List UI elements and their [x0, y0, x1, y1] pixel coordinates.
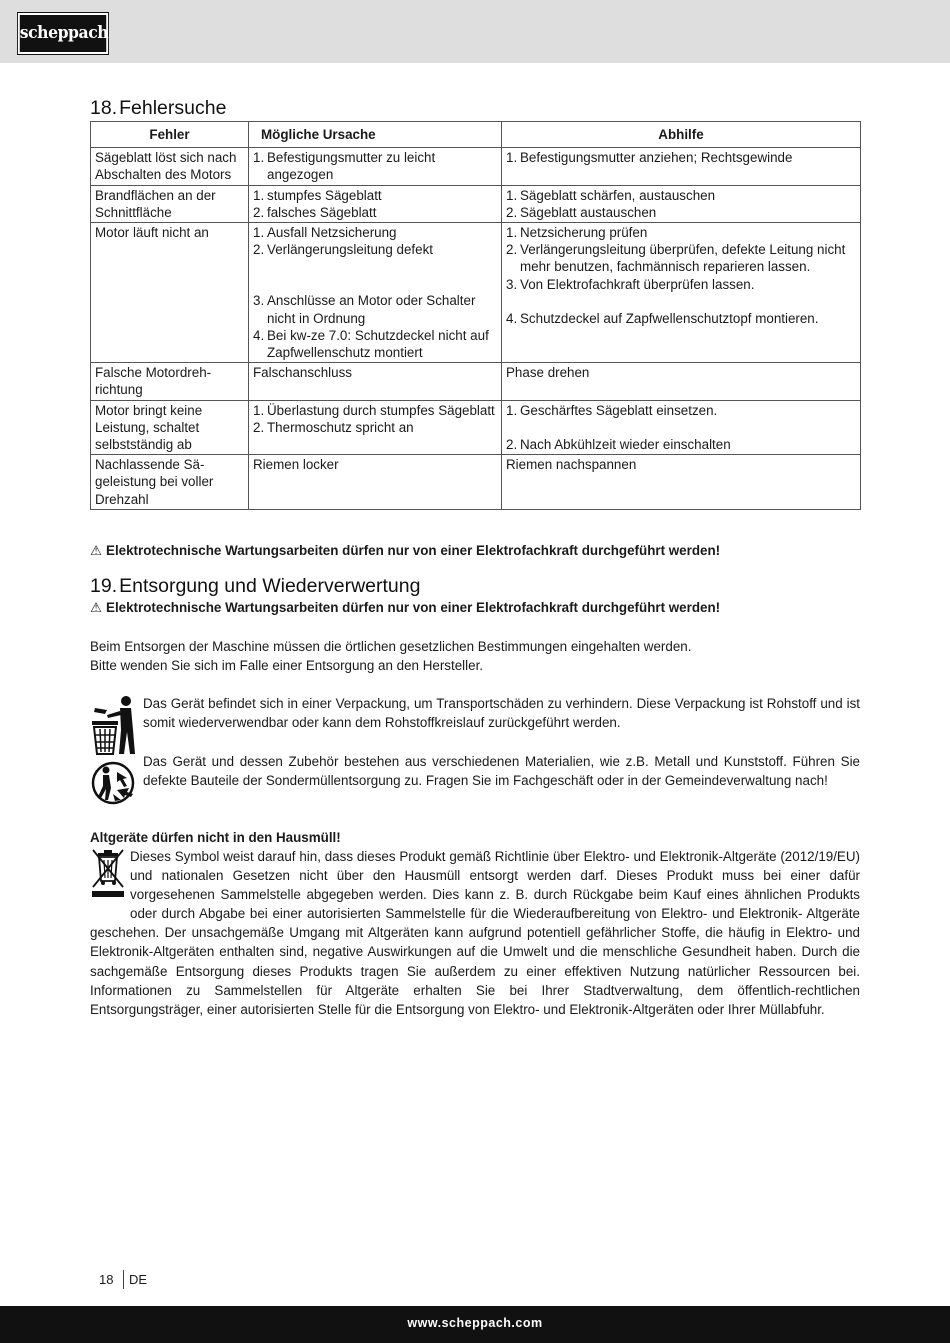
- crossed-bin-icon: [90, 847, 130, 919]
- item-number: 1.: [506, 187, 518, 203]
- item-number: 3.: [506, 276, 518, 292]
- page-number: 18: [99, 1272, 114, 1287]
- item-number: 2.: [506, 204, 518, 220]
- section-18-title: [90, 97, 226, 119]
- item-number: 4.: [506, 310, 518, 326]
- item-text: Nach Abkühlzeit wieder einschalten: [520, 436, 731, 452]
- remedy-cell: Phase drehen: [502, 363, 861, 400]
- item-number: 1.: [253, 225, 265, 241]
- item-text: Verlängerungsleitung defekt: [267, 242, 434, 258]
- warning-triangle-icon: ⚠: [90, 543, 103, 558]
- table-row: [91, 455, 861, 510]
- footer-divider: [123, 1270, 124, 1289]
- item-text: Ausfall Netzsicherung: [267, 225, 397, 241]
- item-number: 1.: [506, 150, 518, 166]
- section-number: 18.: [90, 97, 118, 119]
- item-text: Geschärftes Sägeblatt einsetzen.: [520, 402, 718, 418]
- disposal-intro: [90, 637, 860, 675]
- fault-cell: Falsche Motordrehrichtung: [91, 363, 249, 400]
- warning-text: Elektrotechnische Wartungsarbeiten dürfen nur von einer Elektrofachkraft durchgeführt werden!: [106, 543, 721, 558]
- item-number: 1.: [253, 402, 265, 418]
- website-link[interactable]: www.scheppach.com: [407, 1316, 543, 1330]
- table-row: [91, 185, 861, 222]
- warning-triangle-icon: ⚠: [90, 600, 103, 615]
- brand-logo: scheppach: [18, 13, 108, 54]
- weee-heading: Altgeräte dürfen nicht in den Hausmüll!: [90, 830, 341, 845]
- section-number: 19.: [90, 575, 118, 597]
- item-text: Schutzdeckel auf Zapfwellenschutztopf montieren.: [520, 310, 819, 326]
- cause-cell: [249, 400, 502, 455]
- item-number: 2.: [253, 419, 265, 435]
- section-title-text: Fehlersuche: [119, 97, 227, 119]
- warning-text: Elektrotechnische Wartungsarbeiten dürfen nur von einer Elektrofachkraft durchgeführt werden!: [106, 600, 721, 615]
- item-number: 2.: [253, 242, 265, 258]
- language-code: DE: [129, 1272, 148, 1287]
- section-title-text: Entsorgung und Wiederverwertung: [119, 575, 421, 597]
- item-number: 1.: [506, 402, 518, 418]
- cause-cell: Falschanschluss: [249, 363, 502, 400]
- remedy-cell: [502, 400, 861, 455]
- item-text: Befestigungsmutter zu leicht angezogen: [267, 150, 436, 183]
- item-text: Thermoschutz spricht an: [267, 419, 414, 435]
- remedy-cell: [502, 223, 861, 363]
- table-row: [91, 400, 861, 455]
- header-bar: [0, 0, 950, 63]
- item-text: Überlastung durch stumpfes Sägeblatt: [267, 402, 495, 418]
- safety-warning: [90, 542, 720, 559]
- item-text: Sägeblatt schärfen, austauschen: [520, 187, 716, 203]
- table-row: [91, 223, 861, 363]
- column-header: Fehler: [91, 122, 249, 148]
- item-text: Netzsicherung prüfen: [520, 225, 648, 241]
- item-text: Sägeblatt austauschen: [520, 204, 657, 220]
- column-header: Mögliche Ursache: [249, 122, 502, 148]
- fault-cell: Brandflächen an der Schnittfläche: [91, 185, 249, 222]
- item-text: falsches Sägeblatt: [267, 204, 377, 220]
- cause-cell: Riemen locker: [249, 455, 502, 510]
- weee-text: Dieses Symbol weist darauf hin, dass dieses Produkt gemäß Richtlinie über Elektro- und Elektronik-Altgeräte (2012/19/EU) und nationalen Gesetzen nicht über den Hausmüll entsorgt werden darf. Dieses Produkt muss bei einer dafür vorgesehenen Sammelstelle abgegeben werden. Dies kann z. B. durch Rückgabe beim Kauf eines ähnlichen Produkts oder durch Abgabe bei einer autorisierten Sammelstelle für die Wiederaufbereitung von Elektro- und Elektronik- Altgeräte geschehen. Der unsachgemäße Umgang mit Altgeräten kann aufgrund potentiell gefährlicher Stoffe, die häufig in Elektro- und Elektronik-Altgeräten enthalten sind, negative Auswirkungen auf die Umwelt und die menschliche Gesundheit haben. Durch die sachgemäße Entsorgung dieses Produkts tragen Sie außerdem zu einer effektiven Nutzung natürlicher Ressourcen bei. Informationen zu Sammelstellen für Altgeräte erhalten Sie bei Ihrer Stadtverwaltung, dem öffentlich-rechtlichen Entsorgungsträger, einer autorisierten Stelle für die Entsorgung von Elektro- und Elektronik-Altgeräten oder Ihrer Müllabfuhr.: [90, 849, 860, 1017]
- item-number: 4.: [253, 327, 265, 343]
- item-text: Von Elektrofachkraft überprüfen lassen.: [520, 276, 755, 292]
- table-row: [91, 363, 861, 400]
- item-text: Anschlüsse an Motor oder Schalter nicht in Ordnung: [267, 293, 476, 326]
- troubleshooting-table: [90, 121, 861, 510]
- item-number: 2.: [506, 436, 518, 452]
- weee-paragraph: [90, 847, 860, 1019]
- item-number: 1.: [253, 150, 265, 166]
- remedy-cell: [502, 148, 861, 185]
- item-text: Verlängerungsleitung überprüfen, defekte Leitung nicht mehr benutzen, fachmännisch reparieren lassen.: [520, 242, 846, 275]
- fault-cell: Sägeblatt löst sich nach Abschalten des Motors: [91, 148, 249, 185]
- item-number: 3.: [253, 293, 265, 309]
- item-text: Bei kw-ze 7.0: Schutzdeckel nicht auf Zapfwellenschutz montiert: [267, 327, 489, 361]
- fault-cell: Nachlassende Sägeleistung bei voller Drehzahl: [91, 455, 249, 510]
- fault-cell: Motor bringt keine Leistung, schaltet selbstständig ab: [91, 400, 249, 455]
- remedy-cell: Riemen nachspannen: [502, 455, 861, 510]
- item-number: 2.: [253, 204, 265, 220]
- table-header-row: [91, 122, 861, 148]
- cause-cell: [249, 148, 502, 185]
- packaging-paragraph: Das Gerät befindet sich in einer Verpackung, um Transportschäden zu verhindern. Diese Verpackung ist Rohstoff und ist somit wiederverwendbar oder kann dem Rohstoffkreislauf zurückgeführt werden.: [143, 696, 860, 730]
- item-text: Befestigungsmutter anziehen; Rechtsgewinde: [520, 150, 793, 166]
- item-number: 1.: [506, 225, 518, 241]
- section-19-title: [90, 575, 420, 597]
- intro-line: Bitte wenden Sie sich im Falle einer Entsorgung an den Hersteller.: [90, 658, 484, 673]
- item-number: 1.: [253, 187, 265, 203]
- fault-cell: Motor läuft nicht an: [91, 223, 249, 363]
- intro-line: Beim Entsorgen der Maschine müssen die örtlichen gesetzlichen Bestimmungen eingehalten werden.: [90, 639, 692, 654]
- cause-cell: [249, 185, 502, 222]
- recycle-icon: [89, 760, 137, 810]
- item-number: 2.: [506, 242, 518, 258]
- safety-warning: [90, 599, 720, 616]
- trash-bin-icon: [89, 694, 137, 760]
- table-row: [91, 148, 861, 185]
- remedy-cell: [502, 185, 861, 222]
- cause-cell: [249, 223, 502, 363]
- item-text: stumpfes Sägeblatt: [267, 187, 382, 203]
- materials-paragraph: Das Gerät und dessen Zubehör bestehen aus verschiedenen Materialien, wie z.B. Metall und Kunststoff. Führen Sie defekte Bauteile der Sondermüllentsorgung zu. Fragen Sie im Fachgeschäft oder in der Gemeindeverwaltung nach!: [143, 754, 860, 788]
- column-header: Abhilfe: [502, 122, 861, 148]
